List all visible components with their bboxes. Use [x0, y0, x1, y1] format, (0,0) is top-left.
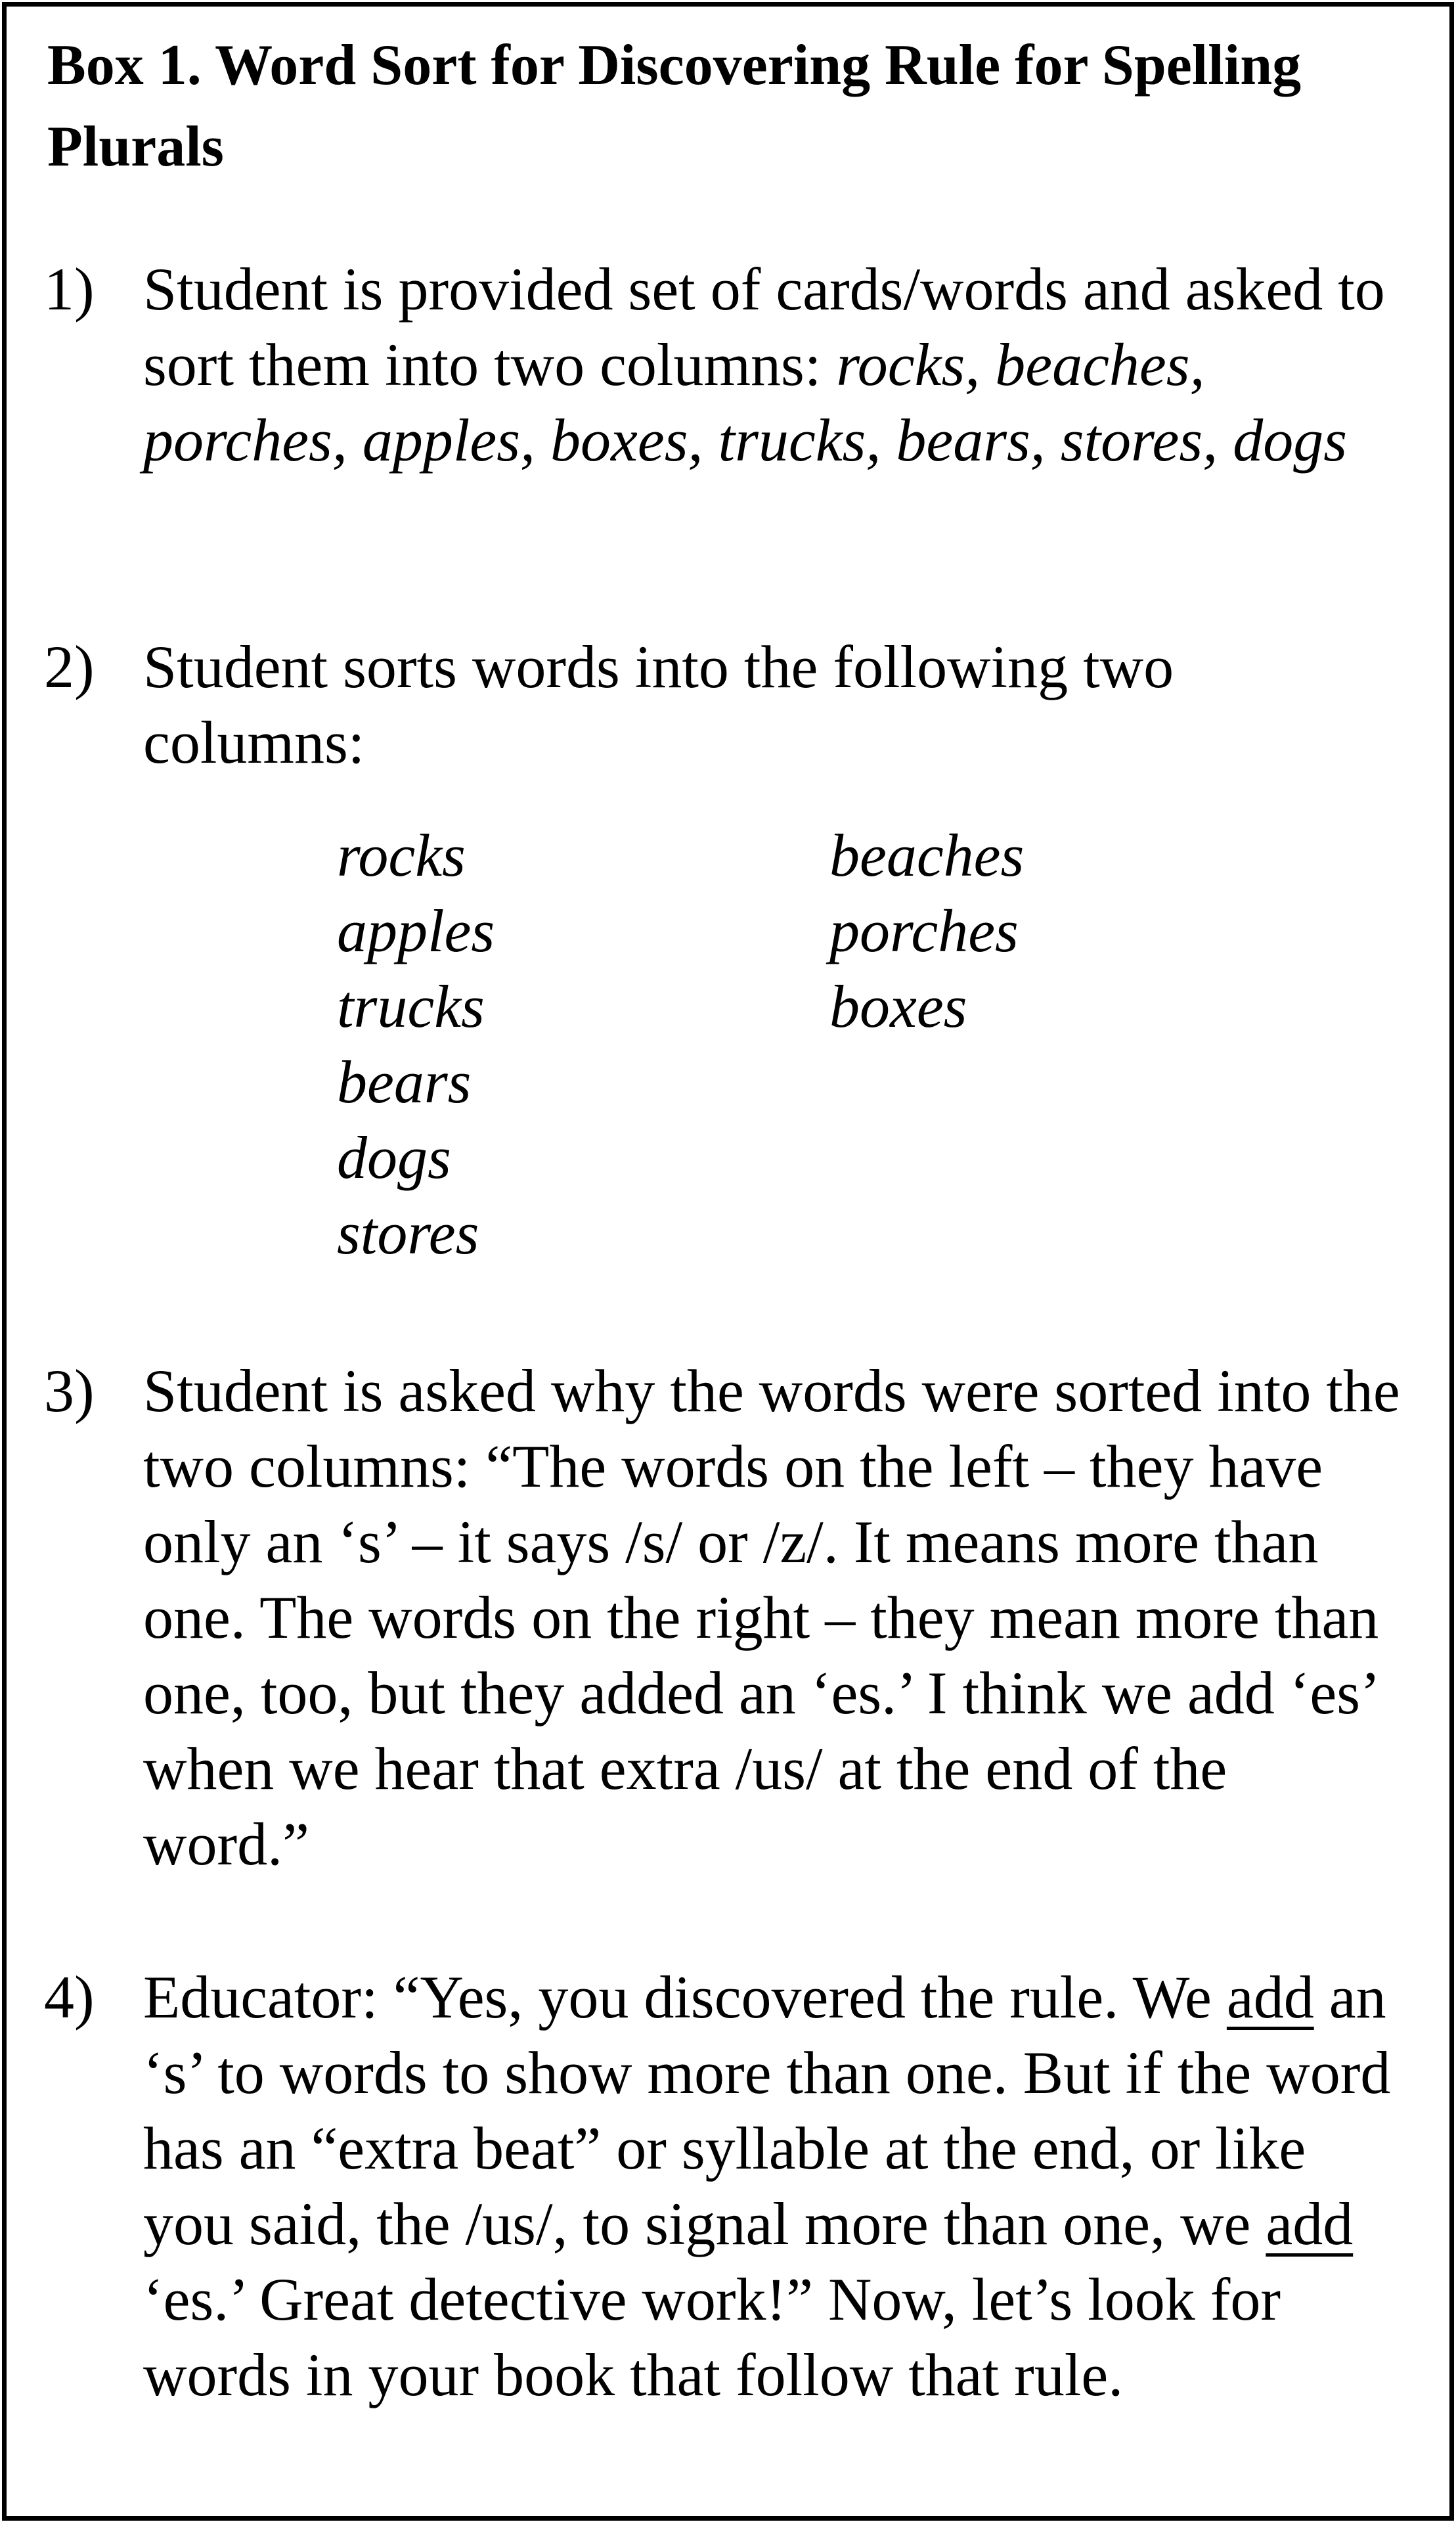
step-4-text-b: an ‘s’ to words to show more than one. But if the word has an “extra beat” or syllable at the end, or like you said, the /us/, to signal more than one, we: [143, 1964, 1391, 2257]
step-4-text-a: Educator: “Yes, you discovered the rule. We: [143, 1964, 1212, 2031]
step-number: 4): [44, 1964, 95, 2031]
word: boxes: [829, 973, 967, 1040]
box-title: Box 1. Word Sort for Discovering Rule for Spelling Plurals: [47, 34, 1302, 179]
word: rocks: [337, 822, 466, 889]
left-word-column: [337, 818, 495, 1271]
word: porches: [829, 897, 1019, 964]
step-text: [143, 252, 1407, 478]
word: dogs: [337, 1124, 451, 1191]
step-text: [143, 1960, 1407, 2413]
step-number: 3): [44, 1357, 95, 1424]
step-number: 2): [44, 633, 95, 700]
right-word-column: [829, 818, 1024, 1045]
word: trucks: [337, 973, 485, 1040]
step-4-text-c: ‘es.’ Great detective work!” Now, let’s look for words in your book that follow that rule.: [143, 2266, 1281, 2408]
underlined-add: add: [1226, 1964, 1314, 2031]
step-1-word-list: rocks, beaches, porches, apples, boxes, trucks, bears, stores, dogs: [143, 331, 1347, 474]
step-1-instruction: Student is provided set of cards/words and asked to sort them into two columns:: [143, 256, 1385, 398]
word: beaches: [829, 822, 1025, 889]
word: bears: [337, 1048, 472, 1115]
underlined-add: add: [1266, 2190, 1354, 2257]
word: apples: [337, 897, 495, 964]
step-number: 1): [44, 256, 95, 323]
step-text: Student sorts words into the following two columns:: [143, 633, 1174, 776]
step-text: Student is asked why the words were sorted into the two columns: “The words on the left – they have only an ‘s’ – it says /s/ or /z/. It means more than one. The words on the right – they mean more than one, too, but they added an ‘es.’ I think we add ‘es’ when we hear that extra /us/ at the end of the word.”: [143, 1357, 1400, 1878]
word: stores: [337, 1200, 479, 1267]
